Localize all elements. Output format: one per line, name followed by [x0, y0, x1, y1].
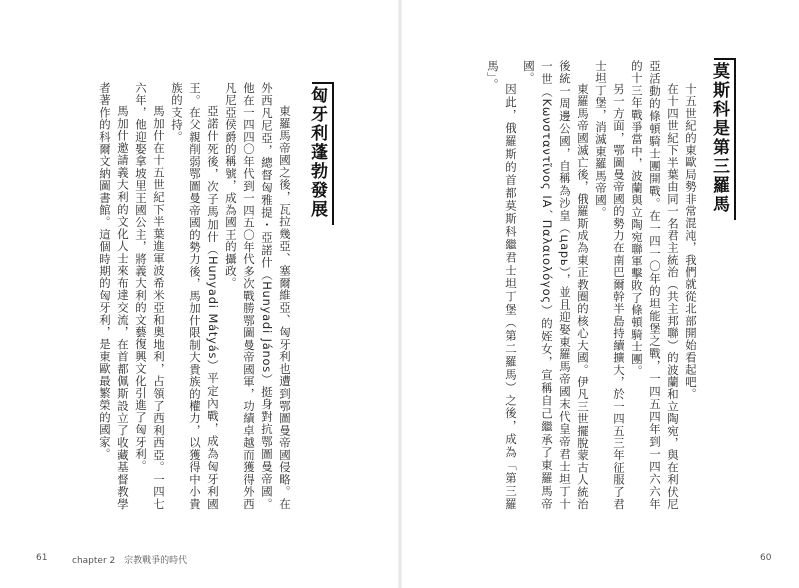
paragraph: 馬加什在十五世紀下半葉進軍波希米亞和奧地利，占領了西利西亞。一四七六年，他迎娶拿坡里王國公主，將義大利的文藝復興文化引進了匈牙利。	[134, 82, 166, 510]
paragraph: 馬加什邀請義大利的文化人士來布達交流，在首都佩斯設立了收藏基督教學者著作的科爾文納圖書館。這個時期的匈牙利，是東歐最繁榮的國家。	[98, 82, 130, 510]
paragraph: 因此，俄羅斯的首都莫斯科繼君士坦丁堡（第二羅馬）之後，成為「第三羅馬」。	[486, 60, 518, 510]
chapter-title: 宗教戰爭的時代	[124, 556, 188, 566]
paragraph: 東羅馬帝國滅亡後，俄羅斯成為東正教圈的核心大國。伊凡三世擺脫蒙古人統治後統一周邊公國，自稱為沙皇（царь），並且迎娶東羅馬帝國末代皇帝君士坦丁十一世（Κωνσταντῖνος ΙΑ΄ Παλαιολόγος）的姪女，宣稱自己繼承了東羅馬帝國。	[522, 60, 590, 510]
heading-rule-top	[714, 58, 736, 60]
left-page-body	[66, 82, 294, 510]
right-page	[400, 0, 799, 588]
paragraph: 東羅馬帝國之後，瓦拉幾亞、塞爾維亞、匈牙利也遭到鄂圖曼帝國侵略。在外西凡尼亞，總督匈雅提・亞諾什（Hunyadi János）挺身對抗鄂圖曼帝國。他在一四四〇年代到一四五〇年代多次戰勝鄂圖曼帝國軍，功績卓越而獲得外西凡尼亞侯爵的稱號，成為國王的攝政。	[224, 82, 292, 510]
section-heading-moscow	[702, 58, 736, 220]
chapter-label: chapter 2	[72, 556, 116, 566]
section-heading-hungary	[300, 82, 334, 225]
page-number-left: 61	[36, 553, 48, 563]
running-footer	[72, 553, 193, 566]
paragraph: 另一方面，鄂圖曼帝國的勢力在南巴爾幹半島持續擴大，於一四五三年征服了君士坦丁堡，消滅東羅馬帝國。	[594, 60, 626, 510]
paragraph: 十五世紀的東歐局勢非常混沌，我們就從北部開始看起吧。	[684, 82, 698, 400]
heading-rule-side	[734, 58, 736, 220]
heading-text: 莫斯科是第三羅馬	[709, 62, 729, 214]
heading-rule-side	[332, 82, 334, 225]
heading-rule-top	[312, 82, 334, 84]
heading-text: 匈牙利蓬勃發展	[307, 86, 327, 219]
paragraph: 在十四世紀下半葉由同一名君主統治（共主邦聯）的波蘭和立陶宛，與在利伏尼亞活動的條頓騎士團開戰。在一四一〇年的坦能堡之戰，一四五四年到一四六六年的十三年戰爭當中，波蘭與立陶宛聯軍擊敗了條頓騎士團。	[630, 60, 680, 510]
paragraph: 亞諾什死後，次子馬加什（Hunyadi Mátyás）平定內戰，成為匈牙利國王。在父親削弱鄂圖曼帝國的勢力後，馬加什限制大貴族的權力，以獲得中小貴族的支持。	[170, 82, 220, 510]
page-number-right: 60	[760, 553, 772, 563]
right-page-body	[468, 60, 700, 510]
